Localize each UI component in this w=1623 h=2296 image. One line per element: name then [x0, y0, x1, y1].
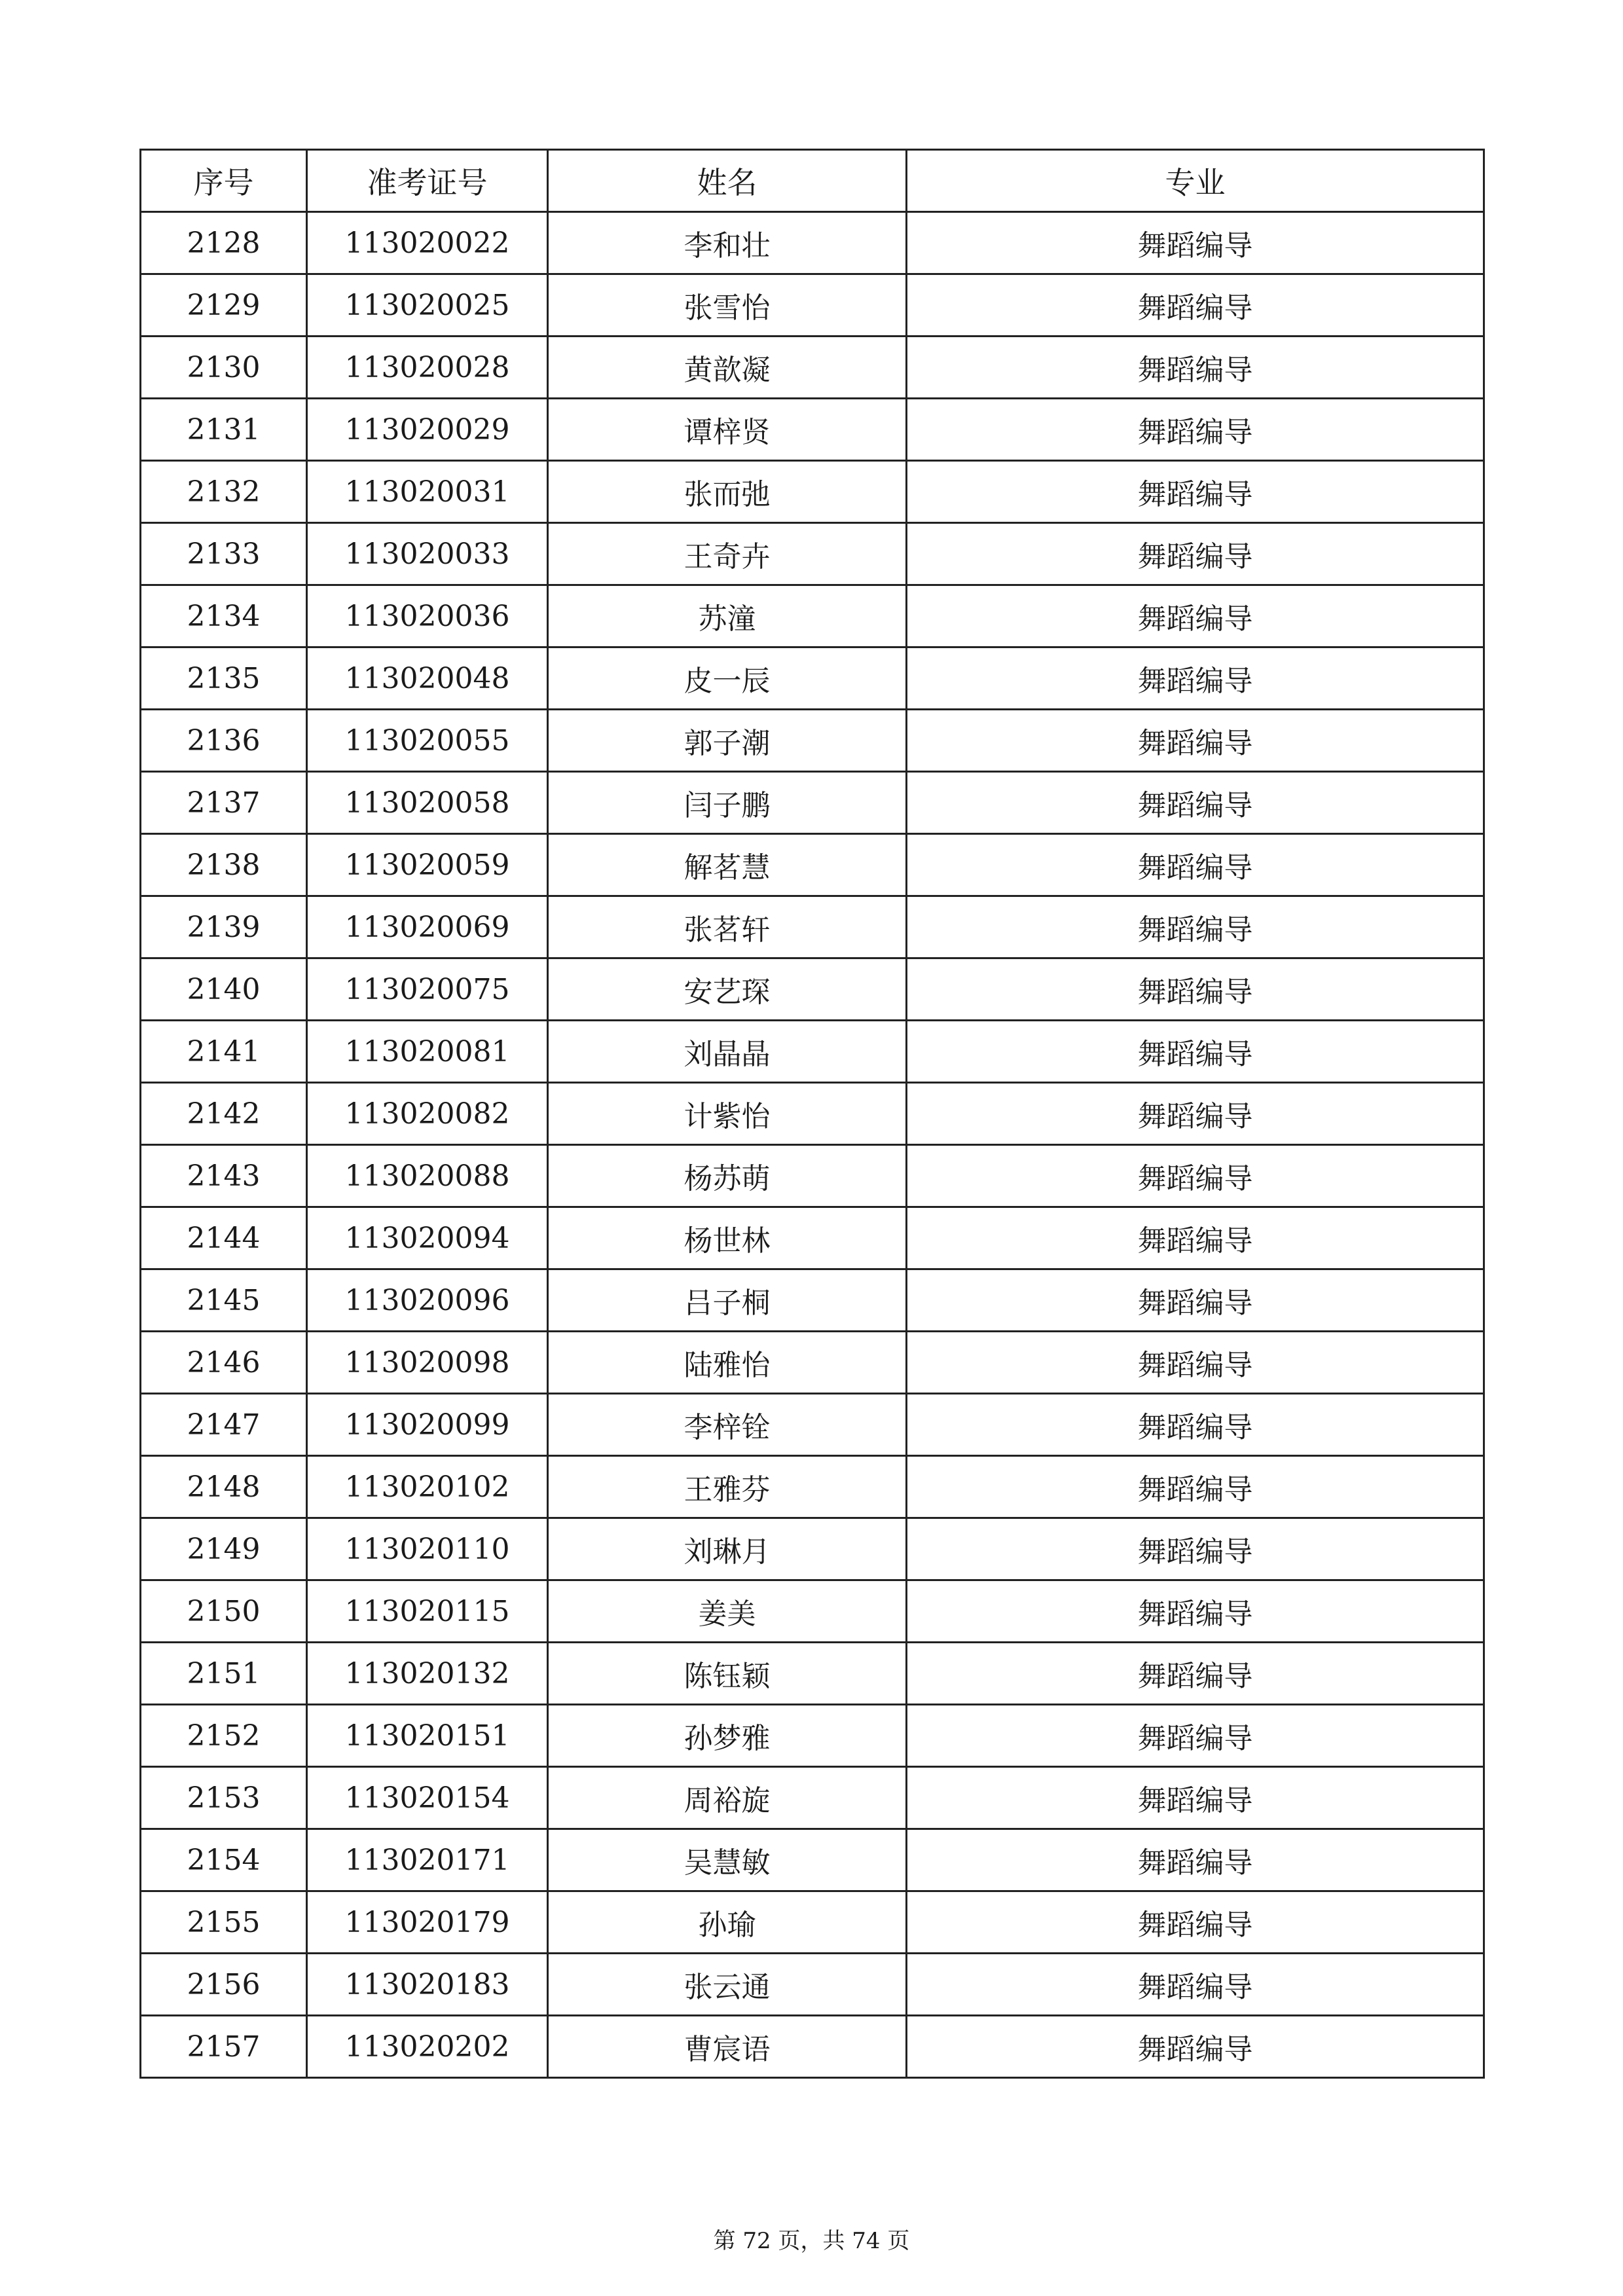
cell-seq: 2132 — [141, 461, 307, 523]
roster-table — [139, 149, 1485, 2079]
cell-ticket: 113020075 — [307, 958, 548, 1021]
cell-seq: 2148 — [141, 1456, 307, 1518]
cell-major: 舞蹈编导 — [907, 1083, 1484, 1145]
cell-major: 舞蹈编导 — [907, 1145, 1484, 1207]
header-major: 专业 — [907, 150, 1484, 212]
cell-ticket: 113020096 — [307, 1269, 548, 1332]
cell-seq: 2141 — [141, 1021, 307, 1083]
cell-major: 舞蹈编导 — [907, 710, 1484, 772]
cell-seq: 2144 — [141, 1207, 307, 1269]
cell-major: 舞蹈编导 — [907, 958, 1484, 1021]
cell-name: 孙梦雅 — [548, 1705, 907, 1767]
table-row — [141, 274, 1484, 337]
cell-name: 郭子潮 — [548, 710, 907, 772]
cell-seq: 2155 — [141, 1891, 307, 1954]
cell-name: 杨苏萌 — [548, 1145, 907, 1207]
table-row — [141, 834, 1484, 896]
cell-ticket: 113020179 — [307, 1891, 548, 1954]
cell-seq: 2135 — [141, 647, 307, 710]
cell-name: 计紫怡 — [548, 1083, 907, 1145]
cell-major: 舞蹈编导 — [907, 1021, 1484, 1083]
cell-ticket: 113020081 — [307, 1021, 548, 1083]
cell-ticket: 113020022 — [307, 212, 548, 274]
cell-name: 陈钰颖 — [548, 1643, 907, 1705]
table-row — [141, 1954, 1484, 2016]
cell-ticket: 113020151 — [307, 1705, 548, 1767]
table-row — [141, 710, 1484, 772]
cell-ticket: 113020098 — [307, 1332, 548, 1394]
cell-seq: 2152 — [141, 1705, 307, 1767]
cell-major: 舞蹈编导 — [907, 523, 1484, 585]
cell-ticket: 113020202 — [307, 2016, 548, 2078]
table-row — [141, 337, 1484, 399]
cell-name: 张雪怡 — [548, 274, 907, 337]
cell-major: 舞蹈编导 — [907, 1891, 1484, 1954]
table-row — [141, 1643, 1484, 1705]
cell-major: 舞蹈编导 — [907, 1643, 1484, 1705]
cell-major: 舞蹈编导 — [907, 1394, 1484, 1456]
cell-major: 舞蹈编导 — [907, 1954, 1484, 2016]
cell-seq: 2156 — [141, 1954, 307, 2016]
cell-ticket: 113020025 — [307, 274, 548, 337]
cell-major: 舞蹈编导 — [907, 1518, 1484, 1580]
table-row — [141, 772, 1484, 834]
table-header — [141, 150, 1484, 212]
cell-name: 姜美 — [548, 1580, 907, 1643]
cell-name: 孙瑜 — [548, 1891, 907, 1954]
cell-name: 吴慧敏 — [548, 1829, 907, 1891]
cell-seq: 2133 — [141, 523, 307, 585]
cell-major: 舞蹈编导 — [907, 647, 1484, 710]
cell-ticket: 113020102 — [307, 1456, 548, 1518]
cell-seq: 2138 — [141, 834, 307, 896]
cell-ticket: 113020029 — [307, 399, 548, 461]
cell-seq: 2140 — [141, 958, 307, 1021]
cell-major: 舞蹈编导 — [907, 1207, 1484, 1269]
cell-major: 舞蹈编导 — [907, 399, 1484, 461]
cell-name: 谭梓贤 — [548, 399, 907, 461]
cell-major: 舞蹈编导 — [907, 834, 1484, 896]
table-row — [141, 1083, 1484, 1145]
header-row — [141, 150, 1484, 212]
table-row — [141, 647, 1484, 710]
cell-ticket: 113020059 — [307, 834, 548, 896]
cell-seq: 2143 — [141, 1145, 307, 1207]
cell-ticket: 113020099 — [307, 1394, 548, 1456]
cell-name: 张茗轩 — [548, 896, 907, 958]
cell-name: 皮一辰 — [548, 647, 907, 710]
table-row — [141, 523, 1484, 585]
cell-seq: 2151 — [141, 1643, 307, 1705]
cell-name: 陆雅怡 — [548, 1332, 907, 1394]
cell-seq: 2134 — [141, 585, 307, 647]
cell-name: 刘琳月 — [548, 1518, 907, 1580]
table-row — [141, 1021, 1484, 1083]
cell-ticket: 113020082 — [307, 1083, 548, 1145]
cell-name: 张云通 — [548, 1954, 907, 2016]
cell-ticket: 113020028 — [307, 337, 548, 399]
table-row — [141, 1145, 1484, 1207]
cell-name: 王雅芬 — [548, 1456, 907, 1518]
cell-major: 舞蹈编导 — [907, 1269, 1484, 1332]
cell-major: 舞蹈编导 — [907, 1767, 1484, 1829]
cell-name: 杨世林 — [548, 1207, 907, 1269]
cell-major: 舞蹈编导 — [907, 772, 1484, 834]
cell-seq: 2147 — [141, 1394, 307, 1456]
cell-name: 李和壮 — [548, 212, 907, 274]
cell-ticket: 113020033 — [307, 523, 548, 585]
table-row — [141, 958, 1484, 1021]
cell-seq: 2146 — [141, 1332, 307, 1394]
cell-major: 舞蹈编导 — [907, 274, 1484, 337]
cell-major: 舞蹈编导 — [907, 585, 1484, 647]
table-row — [141, 461, 1484, 523]
cell-ticket: 113020069 — [307, 896, 548, 958]
cell-major: 舞蹈编导 — [907, 1332, 1484, 1394]
cell-major: 舞蹈编导 — [907, 896, 1484, 958]
cell-seq: 2154 — [141, 1829, 307, 1891]
cell-name: 王奇卉 — [548, 523, 907, 585]
cell-ticket: 113020094 — [307, 1207, 548, 1269]
cell-ticket: 113020036 — [307, 585, 548, 647]
cell-ticket: 113020171 — [307, 1829, 548, 1891]
table-row — [141, 1269, 1484, 1332]
cell-ticket: 113020154 — [307, 1767, 548, 1829]
cell-ticket: 113020058 — [307, 772, 548, 834]
cell-seq: 2128 — [141, 212, 307, 274]
table-row — [141, 1518, 1484, 1580]
cell-seq: 2131 — [141, 399, 307, 461]
table-row — [141, 1580, 1484, 1643]
cell-major: 舞蹈编导 — [907, 1829, 1484, 1891]
cell-seq: 2157 — [141, 2016, 307, 2078]
cell-ticket: 113020088 — [307, 1145, 548, 1207]
cell-seq: 2137 — [141, 772, 307, 834]
header-name: 姓名 — [548, 150, 907, 212]
table-body — [141, 212, 1484, 2078]
cell-name: 吕子桐 — [548, 1269, 907, 1332]
cell-name: 安艺琛 — [548, 958, 907, 1021]
table-row — [141, 399, 1484, 461]
table-row — [141, 2016, 1484, 2078]
cell-seq: 2129 — [141, 274, 307, 337]
table-row — [141, 1456, 1484, 1518]
cell-seq: 2136 — [141, 710, 307, 772]
cell-name: 张而弛 — [548, 461, 907, 523]
cell-name: 曹宸语 — [548, 2016, 907, 2078]
cell-ticket: 113020132 — [307, 1643, 548, 1705]
cell-seq: 2139 — [141, 896, 307, 958]
table-row — [141, 1891, 1484, 1954]
cell-major: 舞蹈编导 — [907, 1705, 1484, 1767]
table-row — [141, 1207, 1484, 1269]
cell-name: 苏潼 — [548, 585, 907, 647]
cell-major: 舞蹈编导 — [907, 461, 1484, 523]
table-row — [141, 1829, 1484, 1891]
cell-seq: 2153 — [141, 1767, 307, 1829]
cell-ticket: 113020115 — [307, 1580, 548, 1643]
cell-major: 舞蹈编导 — [907, 2016, 1484, 2078]
table-row — [141, 1705, 1484, 1767]
cell-major: 舞蹈编导 — [907, 212, 1484, 274]
cell-seq: 2145 — [141, 1269, 307, 1332]
cell-major: 舞蹈编导 — [907, 337, 1484, 399]
cell-name: 周裕旋 — [548, 1767, 907, 1829]
table-row — [141, 212, 1484, 274]
cell-ticket: 113020183 — [307, 1954, 548, 2016]
header-ticket: 准考证号 — [307, 150, 548, 212]
table-row — [141, 1332, 1484, 1394]
cell-seq: 2130 — [141, 337, 307, 399]
cell-name: 解茗慧 — [548, 834, 907, 896]
table-row — [141, 1767, 1484, 1829]
cell-ticket: 113020110 — [307, 1518, 548, 1580]
cell-name: 闫子鹏 — [548, 772, 907, 834]
cell-ticket: 113020031 — [307, 461, 548, 523]
cell-seq: 2142 — [141, 1083, 307, 1145]
cell-name: 黄歆凝 — [548, 337, 907, 399]
cell-seq: 2150 — [141, 1580, 307, 1643]
cell-name: 刘晶晶 — [548, 1021, 907, 1083]
cell-name: 李梓铨 — [548, 1394, 907, 1456]
cell-major: 舞蹈编导 — [907, 1456, 1484, 1518]
cell-ticket: 113020055 — [307, 710, 548, 772]
page-footer: 第 72 页，共 74 页 — [713, 2228, 910, 2254]
cell-major: 舞蹈编导 — [907, 1580, 1484, 1643]
header-seq: 序号 — [141, 150, 307, 212]
cell-ticket: 113020048 — [307, 647, 548, 710]
table-row — [141, 1394, 1484, 1456]
table-row — [141, 896, 1484, 958]
table-row — [141, 585, 1484, 647]
cell-seq: 2149 — [141, 1518, 307, 1580]
